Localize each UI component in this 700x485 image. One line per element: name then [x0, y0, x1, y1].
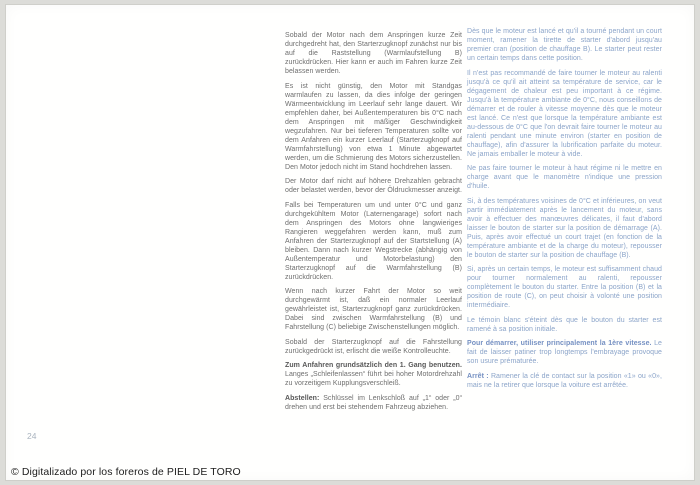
paragraph: Arrêt : Ramener la clé de contact sur la position «1» ou «0», mais ne la retirer que lorsque la voiture est arrêtée. — [467, 372, 662, 389]
german-text-column — [285, 31, 462, 417]
paragraph: Es ist nicht günstig, den Motor mit Standgas warmlaufen zu lassen, da dies infolge der geringen Wärmeentwicklung im Leerlauf sehr lange dauert. Wir empfehlen daher, bei Außentemperaturen bis 0°C nach dem Anspringen mit mäßiger Geschwindigkeit wegzufahren. Nur bei tieferen Temperaturen sollte vor dem Anfahren ein kurzer Leerlauf (Starterzugknopf auf Warmfahrstellung) von etwa 1 Minute abgewartet werden, um die Schmierung des Motors sicherzustellen. Den Motor jedoch nicht im Stand hochdrehen lassen. — [285, 82, 462, 171]
paragraph-lead: Arrêt : — [467, 372, 489, 380]
paragraph-lead: Pour démarrer, utiliser principalement la 1ère vitesse. — [467, 340, 652, 347]
paragraph: Falls bei Temperaturen um und unter 0°C und ganz durchgekühltem Motor (Laternengarage) sofort nach dem Anspringen des Motors ohne langwieriges Rangieren weggefahren werden kann, muß zum Anfahren der Starterzugknopf auf der Startstellung (A) bleiben. Dann nach kurzer Wegstrecke (abhängig von Außentemperatur und Motorbelastung) den Starterzugknopf auf die Warmfahrstellung (B) zurückdrücken. — [285, 201, 462, 281]
paragraph: Pour démarrer, utiliser principalement la 1ère vitesse. Le fait de laisser patiner trop longtemps l'embrayage provoque son usure prématurée. — [467, 340, 662, 365]
paragraph: Sobald der Starterzugknopf auf die Fahrstellung zurückgedrückt ist, erlischt die weiße Kontrolleuchte. — [285, 338, 462, 355]
paragraph-lead: Zum Anfahren grundsätzlich den 1. Gang benutzen. — [285, 362, 462, 369]
paragraph: Wenn nach kurzer Fahrt der Motor so weit durchgewärmt ist, daß ein normaler Leerlauf gewährleistet ist, Starterzugknopf ganz zurückdrücken. Dabei sind zwischen Warmfahrstellung (B) und Fahrstellung (C) beliebige Zwischenstellungen möglich. — [285, 288, 462, 331]
paragraph: Ne pas faire tourner le moteur à haut régime ni le mettre en charge avant que le manomètre n'indique une pression d'huile. — [467, 165, 662, 190]
digitization-watermark: © Digitalizado por los foreros de PIEL DE TORO — [11, 466, 241, 478]
page-number: 24 — [27, 431, 37, 441]
paragraph: Si, à des températures voisines de 0°C et inférieures, on veut partir immédiatement après le lancement du moteur, sans avoir à effectuer des manœuvres délicates, il faut d'abord laisser le bouton de starter sur la position de démarrage (A). Puis, après avoir effectué un court trajet (en fonction de la température ambiante et de la charge du moteur), repousser le bouton de starter sur la position de chauffage (B). — [467, 197, 662, 259]
french-text-column — [467, 27, 662, 395]
paragraph: Zum Anfahren grundsätzlich den 1. Gang benutzen. Langes „Schleifenlassen“ führt bei hoher Motordrehzahl zu vorzeitigem Kupplungsverschleiß. — [285, 362, 462, 387]
paragraph: Dès que le moteur est lancé et qu'il a tourné pendant un court moment, ramener la tirette de starter d'abord jusqu'au premier cran (position de chauffage B). Le starter peut rester un certain temps dans cette position. — [467, 28, 662, 62]
paragraph: Sobald der Motor nach dem Anspringen kurze Zeit durchgedreht hat, den Starterzugknopf zunächst nur bis auf die Raststellung (Warmlaufstellung B) zurückdrücken. Hier kann er auch im Fahren kurze Zeit belassen werden. — [285, 32, 462, 75]
paragraph: Il n'est pas recommandé de faire tourner le moteur au ralenti jusqu'à ce qu'il ait atteint sa température de service, car le dégagement de chaleur est peu important à ce régime. Jusqu'à la température ambiante de 0°C, nous conseillons de démarrer et de rouler à vitesse moyenne dès que le moteur est lancé. Ce n'est que lorsque la température ambiante est au-dessous de 0°C que l'on devrait faire tourner le moteur au ralenti pendant une minute environ (starter en position de chauffage), afin d'assurer la lubrification parfaite du moteur. Ne jamais emballer le moteur à vide. — [467, 69, 662, 158]
paragraph-lead: Abstellen: — [285, 394, 320, 402]
paragraph: Si, après un certain temps, le moteur est suffisamment chaud pour tourner normalement au ralenti, repousser complètement le bouton du starter. Entre la position (B) et la position de route (C), on peut choisir à volonté une position intermédiaire. — [467, 266, 662, 309]
paragraph: Abstellen: Schlüssel im Lenkschloß auf „1“ oder „0“ drehen und erst bei stehendem Fahrzeug abziehen. — [285, 394, 462, 411]
paragraph: Le témoin blanc s'éteint dès que le bouton du starter est ramené à sa position initiale. — [467, 316, 662, 333]
paragraph: Der Motor darf nicht auf höhere Drehzahlen gebracht oder belastet werden, bevor der Öldruckmesser anzeigt. — [285, 178, 463, 194]
